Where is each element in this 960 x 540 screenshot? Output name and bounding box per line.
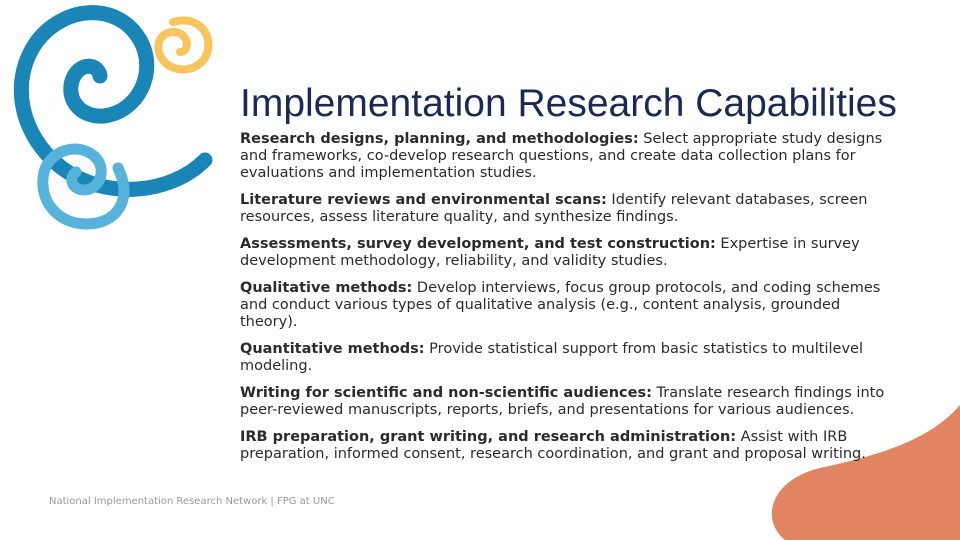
capability-research-designs [240, 131, 890, 182]
capability-heading: Research designs, planning, and methodologies: [240, 131, 639, 147]
capability-assessments [240, 236, 890, 270]
capability-writing [240, 385, 890, 419]
capability-text: Provide statistical support from basic statistics to multilevel modeling. [240, 341, 863, 374]
slide-title: Implementation Research Capabilities [240, 82, 897, 125]
capability-quantitative-methods [240, 341, 890, 375]
capability-heading: Qualitative methods: [240, 280, 413, 296]
capability-text: Select appropriate study designs and frameworks, co-develop research questions, and create data collection plans for evaluations and implementation studies. [240, 131, 883, 181]
capability-text: Expertise in survey development methodology, reliability, and validity studies. [240, 236, 860, 269]
capability-heading: IRB preparation, grant writing, and research administration: [240, 429, 737, 445]
capability-heading: Quantitative methods: [240, 341, 425, 357]
slide-footer: National Implementation Research Network | FPG at UNC [49, 496, 335, 507]
capability-text: Develop interviews, focus group protocols, and coding schemes and conduct various types of qualitative analysis (e.g., content analysis, grounded theory). [240, 280, 881, 330]
capability-text: Translate research findings into peer-reviewed manuscripts, reports, briefs, and presentations for various audiences. [240, 385, 885, 418]
capability-heading: Writing for scientific and non-scientific audiences: [240, 385, 652, 401]
capability-text: Identify relevant databases, screen resources, assess literature quality, and synthesize findings. [240, 192, 868, 225]
capability-heading: Assessments, survey development, and test construction: [240, 236, 716, 252]
capability-irb-preparation [240, 429, 890, 463]
yellow-spiral-icon [158, 20, 208, 69]
capability-heading: Literature reviews and environmental scans: [240, 192, 607, 208]
capability-qualitative-methods [240, 280, 890, 331]
capabilities-list [240, 131, 890, 473]
capability-literature-reviews [240, 192, 890, 226]
capability-text: Assist with IRB preparation, informed consent, research coordination, and grant and proposal writing. [240, 429, 866, 462]
